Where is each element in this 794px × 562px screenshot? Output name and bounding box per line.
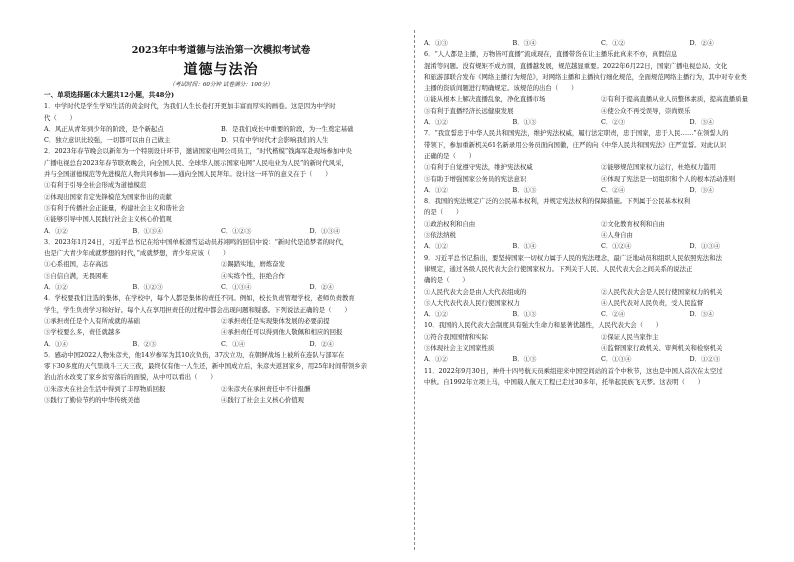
question-6 bbox=[424, 49, 778, 128]
option-a[interactable]: A．①③ bbox=[424, 39, 448, 47]
question-stem: 和旅游部联合发布《网络主播行为规范》，对网络主播和主播执行细化规范，全面规范网络主播行为，其中对专业类 bbox=[424, 72, 747, 81]
question-5 bbox=[44, 350, 398, 406]
question-9 bbox=[424, 253, 778, 321]
statement-item: ②人民代表大会是人民行使国家权力的机关 bbox=[601, 287, 723, 296]
statement-item: ②有利于提高直播从业人员整体素质，提高直播质量 bbox=[601, 95, 748, 104]
question-stem: 并与全国道德模范等先进模范人物共同参加——通向全国人民拜年。设计这一环节的意义在于（ ） bbox=[44, 170, 332, 179]
option-d[interactable]: D．③④ bbox=[689, 118, 714, 127]
statement-item: ①承担责任是个人有所成就的基础 bbox=[44, 316, 140, 325]
question-stem: 治山治水改变了家乡贫穷落后的面貌，从中可以看出（ ） bbox=[44, 373, 217, 382]
question-stem: 确的是（ ） bbox=[424, 276, 469, 285]
question-stem: 中秋。自1992年立项上马，中国载人航天工程已走过30多年，托举起民族飞天梦。这表明（ ） bbox=[424, 377, 705, 386]
option-a[interactable]: A．①② bbox=[424, 242, 448, 251]
question-stem: 的是（ ） bbox=[424, 208, 463, 217]
statement-item: ④承担责任可以得到他人敬佩和相应的回报 bbox=[221, 328, 343, 337]
statement-item: ②能够规范国家权力运行，杜绝权力滥用 bbox=[601, 163, 717, 172]
statement-item: ①政治权利和自由 bbox=[424, 219, 476, 228]
option-b[interactable]: B．①③ bbox=[512, 310, 537, 319]
question-2 bbox=[44, 146, 398, 236]
left-column bbox=[44, 38, 398, 406]
question-7 bbox=[424, 128, 778, 196]
question-stem: 也是广大青少年成就梦想的时代，”成就梦想，青少年应该（ ） bbox=[44, 249, 230, 258]
question-11 bbox=[424, 366, 778, 389]
statement-item: ④实练个性，拒绝合作 bbox=[221, 271, 285, 280]
option-c[interactable]: C．②④ bbox=[601, 185, 626, 194]
option-c[interactable]: C．②④ bbox=[601, 310, 626, 319]
question-stem: 9．习近平总书记指出，要坚持国家一切权力属于人民的宪法理念，最广泛地动员和组织人民依照宪法和法 bbox=[424, 253, 723, 262]
statement-item: ①心系祖国，志存高远 bbox=[44, 260, 108, 269]
statement-item: ②保证人民当家作主 bbox=[601, 332, 659, 341]
option-b[interactable]: B．③④ bbox=[512, 39, 537, 47]
statement-item: ②踢踏实地，磨炼奋发 bbox=[221, 260, 285, 269]
option-d[interactable]: D．①③④ bbox=[309, 226, 341, 235]
subject-title: 道德与法治 bbox=[183, 62, 259, 78]
section-heading: 一、单项选择题(本大题共12小题，共48分) bbox=[44, 91, 175, 99]
option-a[interactable]: A．①② bbox=[424, 355, 448, 364]
option-d[interactable]: D．①②③ bbox=[689, 355, 721, 364]
statement-item: ④使公众不再受误导，崇尚娱乐 bbox=[601, 106, 691, 115]
statement-item: ③有助于增强国家公务员的宪法意识 bbox=[424, 174, 527, 183]
question-stem: 5．感动中国2022人物朱彦夫，他14岁参军为其10次负伤，37次立功，在朝鲜战场上被所在连队与部军在 bbox=[44, 350, 345, 359]
option-d[interactable]: D．只有中学时代才会影响我们的人生 bbox=[221, 136, 329, 145]
statement-item: ③自信自满，无畏困难 bbox=[44, 271, 108, 280]
question-stem: 混淆等问题。没有规矩不成方圆，直播越发展，规范越显重要。2022年6月22日，国家广播电视总局、文化 bbox=[424, 61, 728, 70]
statement-item: ③体现社会主义国家性质 bbox=[424, 344, 495, 353]
question-stem: 零下30多度的天气里战斗三天三夜，最终仅有他一人生还，新中国成立后，朱彦夫返回家乡，用25年时间带领乡亲 bbox=[44, 362, 368, 371]
option-b[interactable]: B．②③ bbox=[132, 339, 157, 348]
question-5-options bbox=[424, 38, 778, 49]
statement-item: ②文化教育权利和自由 bbox=[601, 219, 665, 228]
question-4 bbox=[44, 293, 398, 349]
statement-item: ②朱彦夫在承担责任中不计报酬 bbox=[221, 384, 311, 393]
option-a[interactable]: A．①④ bbox=[44, 339, 68, 348]
statement-item: ③依法纳税 bbox=[424, 231, 456, 240]
option-d[interactable]: D．③④ bbox=[689, 310, 714, 319]
exam-info: （考试时间：60分钟 试卷满分：100分） bbox=[169, 82, 273, 88]
option-c[interactable]: C．独立意识比较强，一切都可以由自己做主 bbox=[44, 136, 171, 145]
question-stem: 代（ ） bbox=[44, 113, 76, 122]
option-a[interactable]: A．①② bbox=[424, 310, 448, 319]
option-a[interactable]: A．风正从青年到少年的阶段，是个新起点 bbox=[44, 124, 164, 133]
question-8 bbox=[424, 196, 778, 252]
statement-item: ③人大代表代表人民行使国家权力 bbox=[424, 298, 520, 307]
statement-item: ③学校要么多，责任就越多 bbox=[44, 328, 121, 337]
option-d[interactable]: D．②④ bbox=[309, 283, 334, 292]
option-b[interactable]: B．①②③ bbox=[132, 283, 163, 292]
question-stem: 11．2022年9月30日，神舟十四号航天员乘组迎来中国空间站的首个中秋节，这也是中国人首次在太空过 bbox=[424, 366, 723, 375]
statement-item: ①朱彦夫在社会生活中得到了丰厚物质回报 bbox=[44, 384, 166, 393]
question-stem: 2．2023年春节晚会以新年为一个特别设计环节，邀请国家电网公司员工，“时代楷模”钱海军赴现场参加中央 bbox=[44, 147, 353, 156]
statement-item: ④监督国家行政机关、审判机关和检察机关 bbox=[601, 344, 723, 353]
option-a[interactable]: A．①② bbox=[424, 118, 448, 127]
question-stem: 10．我国的人民代表大会制度具有强大生命力和显著优越性，人民代表大会（ ） bbox=[424, 321, 663, 330]
question-stem: 广播电视总台2023年春节联欢晚会，向全国人民、全球华人展示国家电网“人民电业为人民”的新时代风采， bbox=[44, 158, 348, 167]
statement-item: ③有利于传播社会正能量，构建社会主义和谐社会 bbox=[44, 203, 185, 212]
option-b[interactable]: B．①④ bbox=[512, 242, 537, 251]
option-b[interactable]: B．①③④ bbox=[132, 226, 163, 235]
question-stem: 主播的资质间题进行明确规定。该规范的出台（ ） bbox=[424, 84, 578, 93]
question-10 bbox=[424, 320, 778, 365]
statement-item: ④践行了社会主义核心价值观 bbox=[221, 396, 305, 405]
statement-item: ①符合我国国情和实际 bbox=[424, 332, 488, 341]
option-b[interactable]: B．是我们成长中重要的阶段，为一生奠定基础 bbox=[221, 124, 354, 133]
question-stem: 3．2023年1月24日，习近平总书记在给中国单板滑雪运动员苏翊鸣的回信中说：“新时代是追梦者的时代， bbox=[44, 237, 349, 246]
question-1 bbox=[44, 101, 398, 146]
statement-item: ①有利于引导全社会形成为道德模范 bbox=[44, 181, 147, 190]
option-c[interactable]: C．①③④ bbox=[601, 355, 632, 364]
statement-item: ①人民代表大会是由人大代表组成的 bbox=[424, 287, 527, 296]
option-a[interactable]: A．①② bbox=[44, 283, 68, 292]
option-d[interactable]: D．②④ bbox=[309, 339, 334, 348]
option-b[interactable]: B．①③ bbox=[512, 355, 537, 364]
option-d[interactable]: D．①③④ bbox=[689, 242, 721, 251]
statement-item: ③践行了勤俭节约的中华传统美德 bbox=[44, 396, 140, 405]
statement-item: ④人民代表对人民负责，受人民监督 bbox=[601, 298, 704, 307]
option-d[interactable]: D．③④ bbox=[689, 185, 714, 194]
statement-item: ①能从根本上解决直播乱象，净化直播市场 bbox=[424, 95, 546, 104]
statement-item: ④能够引导中国人民践行社会主义核心价值观 bbox=[44, 215, 172, 224]
statement-item: ④体现了宪法是一切组织和个人的根本活动准则 bbox=[601, 174, 736, 183]
option-c[interactable]: C．①②④ bbox=[601, 242, 632, 251]
question-stem: 带领下，参加重新机关61名新录用公务员面向国徽，庄严的向《中华人民共和国宪法》庄严宣誓。对此认识 bbox=[424, 140, 727, 149]
column-divider bbox=[414, 30, 415, 550]
option-c[interactable]: C．①②③ bbox=[221, 226, 252, 235]
question-stem: 正确的是（ ） bbox=[424, 151, 476, 160]
question-3 bbox=[44, 237, 398, 293]
option-a[interactable]: A．①② bbox=[424, 185, 448, 194]
option-c[interactable]: C．①③④ bbox=[221, 283, 252, 292]
question-stem: 1．中学时代是学生学知生活的黄金时代，为我们人生长卷打开更加丰富而厚实的画卷。这是因为中学时 bbox=[44, 102, 336, 111]
statement-item: ②体现出国家肯定先锋模范为国家作出的贡献 bbox=[44, 192, 172, 201]
option-a[interactable]: A．①② bbox=[44, 226, 68, 235]
question-stem: 律规定，通过各级人民代表大会行使国家权力。下列关于人民、人民代表大会之间关系的说法正 bbox=[424, 264, 693, 273]
option-c[interactable]: C．①② bbox=[601, 39, 626, 47]
statement-item: ②承担责任是实现集体发展的必要前提 bbox=[221, 316, 330, 325]
option-b[interactable]: B．①③ bbox=[512, 118, 537, 127]
option-d[interactable]: D．②④ bbox=[689, 39, 714, 47]
question-stem: 4．学校要我们注选的集体，在学校中，每个人都是集体的责任不同。例如，校长负责管理学校，老师负责教育 bbox=[44, 294, 355, 303]
question-stem: 6．“人人都是主播，万物皆可直播”流成现在，直播带货在让主播乐此真来不亦，真假信息 bbox=[424, 50, 678, 59]
statement-item: ④人身自由 bbox=[601, 231, 633, 240]
question-stem: 8．我国的宪法规定广泛的公民基本权利，并规定宪法权利的保障措施。下列属于公民基本权利 bbox=[424, 197, 691, 206]
option-c[interactable]: C．①④ bbox=[221, 339, 246, 348]
question-stem: 7．“我宣誓忠于中华人民共和国宪法，维护宪法权威，履行法定职责，忠于国家，忠于人民……”在领誓人的 bbox=[424, 129, 729, 138]
right-column bbox=[424, 38, 778, 388]
exam-title: 2023年中考道德与法治第一次模拟考试卷 bbox=[131, 45, 311, 56]
question-stem: 学生，学生负责学习和好好。每个人在享用担责任的过程中都会出现问题和疑惑。下列说法正确的是（ ） bbox=[44, 305, 351, 314]
option-b[interactable]: B．①③ bbox=[512, 185, 537, 194]
statement-item: ①有利于自觉遵守宪法，维护宪法权威 bbox=[424, 163, 533, 172]
option-c[interactable]: C．②③ bbox=[601, 118, 626, 127]
statement-item: ③有利于直播经济长远健康发展 bbox=[424, 106, 514, 115]
